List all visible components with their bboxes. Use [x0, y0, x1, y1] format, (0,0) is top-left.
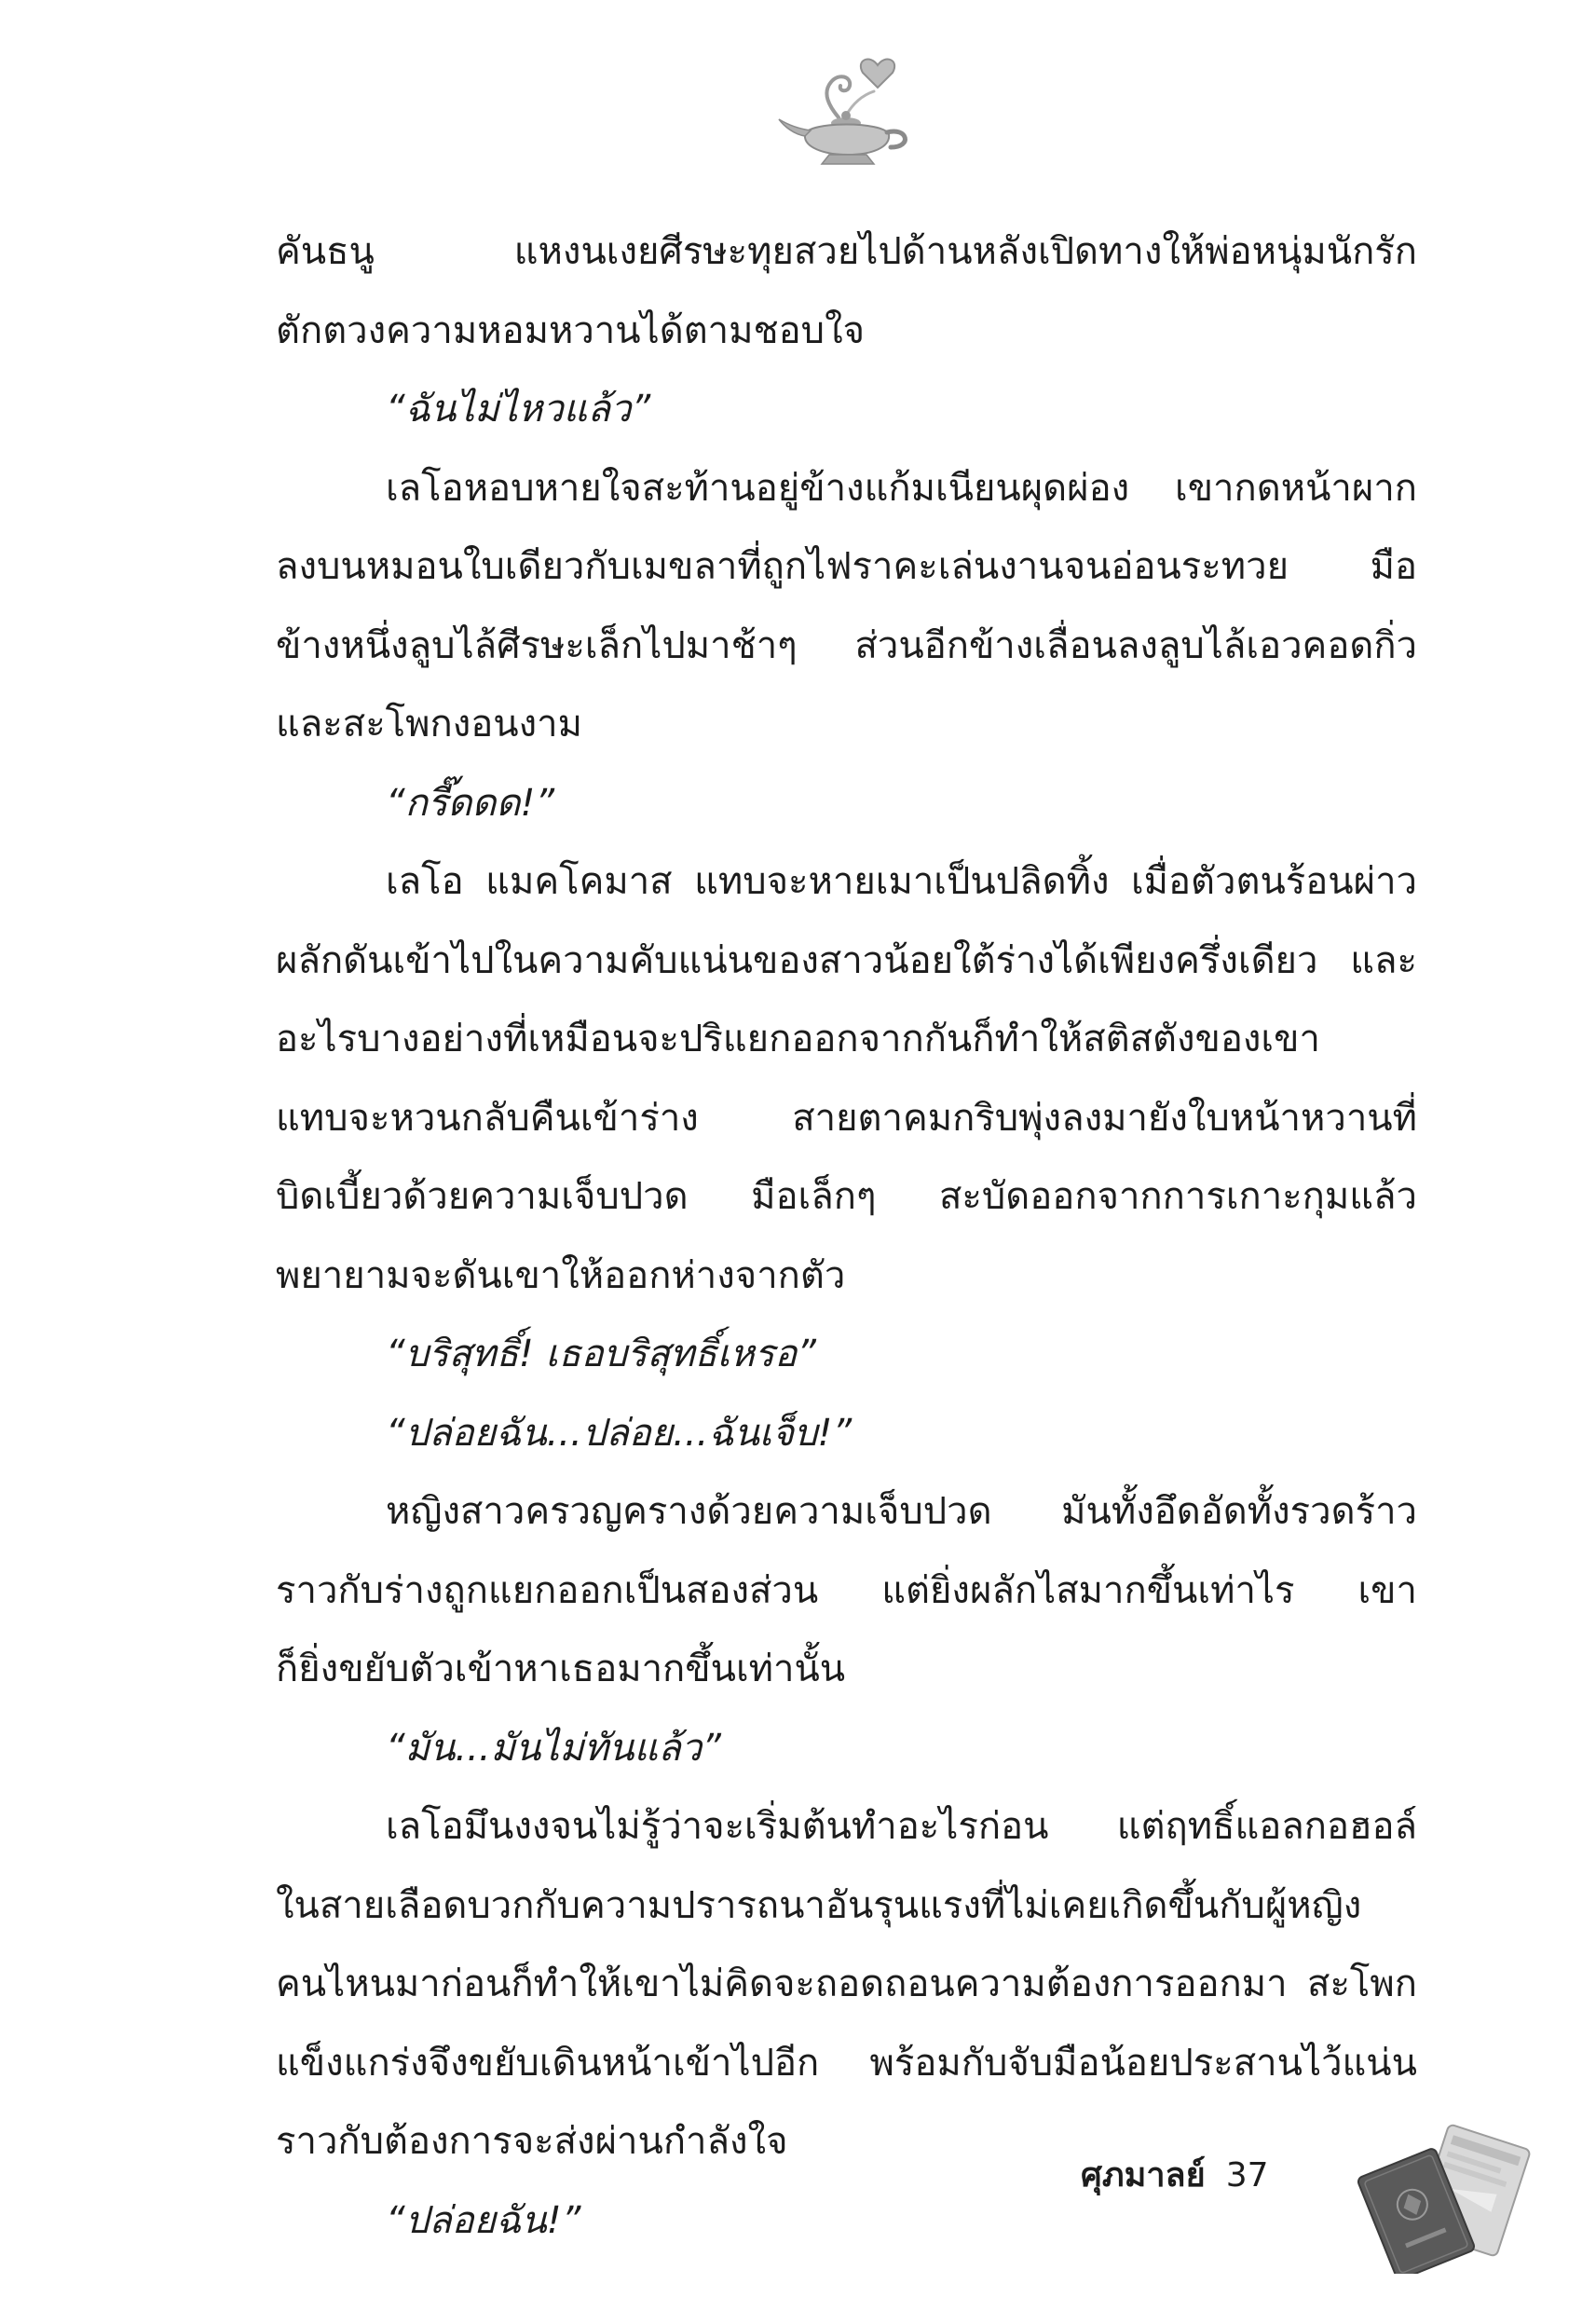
text-line: และสะโพกงอนงาม — [276, 703, 583, 745]
author-name: ศุภมาลย์ — [1081, 2156, 1206, 2195]
dialogue-line: “บริสุทธิ์! เธอบริสุทธิ์เหรอ” — [386, 1333, 816, 1375]
dialogue-line: “ปล่อยฉัน...ปล่อย...ฉันเจ็บ!” — [386, 1411, 853, 1455]
text-line: ผลักดันเข้าไปในความคับแน่นของสาวน้อยใต้ร่างได้เพียงครึ่งเดียว และ — [276, 938, 1417, 982]
text-line: ลงบนหมอนใบเดียวกับเมขลาที่ถูกไฟราคะเล่นงานจนอ่อนระทวย มือ — [276, 545, 1417, 588]
dialogue-line: “กรี๊ดดด!” — [386, 781, 555, 825]
text-line: แข็งแกร่งจึงขยับเดินหน้าเข้าไปอีก พร้อมกับจับมือน้อยประสานไว้แน่น — [276, 2041, 1417, 2085]
text-line: คนไหนมาก่อนก็ทำให้เขาไม่คิดจะถอดถอนความต้องการออกมา สะโพก — [276, 1962, 1417, 2005]
passport-icon — [1356, 2120, 1533, 2274]
text-line: บิดเบี้ยวด้วยความเจ็บปวด มือเล็กๆ สะบัดออกจากการเกาะกุมแล้ว — [276, 1175, 1417, 1218]
text-line: ราวกับร่างถูกแยกออกเป็นสองส่วน แต่ยิ่งผลักไสมากขึ้นเท่าไร เขา — [276, 1568, 1417, 1612]
dialogue-line: “ปล่อยฉัน!” — [386, 2198, 581, 2242]
text-line: ก็ยิ่งขยับตัวเข้าหาเธอมากขึ้นเท่านั้น — [276, 1648, 846, 1690]
text-line: เลโอ แมคโคมาส แทบจะหายเมาเป็นปลิดทิ้ง เมื่อตัวตนร้อนผ่าว — [386, 860, 1417, 903]
text-line: แทบจะหวนกลับคืนเข้าร่าง สายตาคมกริบพุ่งลงมายังใบหน้าหวานที่ — [276, 1096, 1417, 1140]
text-line: เลโอหอบหายใจสะท้านอยู่ข้างแก้มเนียนผุดผ่อง เขากดหน้าผาก — [386, 466, 1417, 510]
page-number: 37 — [1225, 2156, 1269, 2195]
text-line: เลโอมึนงงจนไม่รู้ว่าจะเริ่มต้นทำอะไรก่อน แต่ฤทธิ์แอลกอฮอล์ — [386, 1805, 1417, 1848]
dialogue-line: “ฉันไม่ไหวแล้ว” — [386, 388, 651, 431]
page-footer — [1081, 2143, 1269, 2208]
text-line: พยายามจะดันเขาให้ออกห่างจากตัว — [276, 1253, 846, 1297]
text-line: คันธนู แหงนเงยศีรษะทุยสวยไปด้านหลังเปิดทางให้พ่อหนุ่มนักรัก — [276, 230, 1417, 273]
text-line: ราวกับต้องการจะส่งผ่านกำลังใจ — [276, 2120, 788, 2163]
text-line: อะไรบางอย่างที่เหมือนจะปริแยกออกจากกันก็ทำให้สติสตังของเขา — [276, 1018, 1320, 1060]
text-line: หญิงสาวครวญครางด้วยความเจ็บปวด มันทั้งอึดอัดทั้งรวดร้าว — [386, 1490, 1417, 1533]
dialogue-line: “มัน...มันไม่ทันแล้ว” — [386, 1726, 721, 1770]
text-line: ตักตวงความหอมหวานได้ตามชอบใจ — [276, 308, 866, 352]
story-text — [276, 212, 1417, 2260]
text-line: ในสายเลือดบวกกับความปรารถนาอันรุนแรงที่ไม่เคยเกิดขึ้นกับผู้หญิง — [276, 1883, 1362, 1927]
text-line: ข้างหนึ่งลูบไล้ศีรษะเล็กไปมาช้าๆ ส่วนอีกข้างเลื่อนลงลูบไล้เอวคอดกิ่ว — [276, 623, 1417, 667]
magic-lamp-icon — [773, 45, 922, 175]
